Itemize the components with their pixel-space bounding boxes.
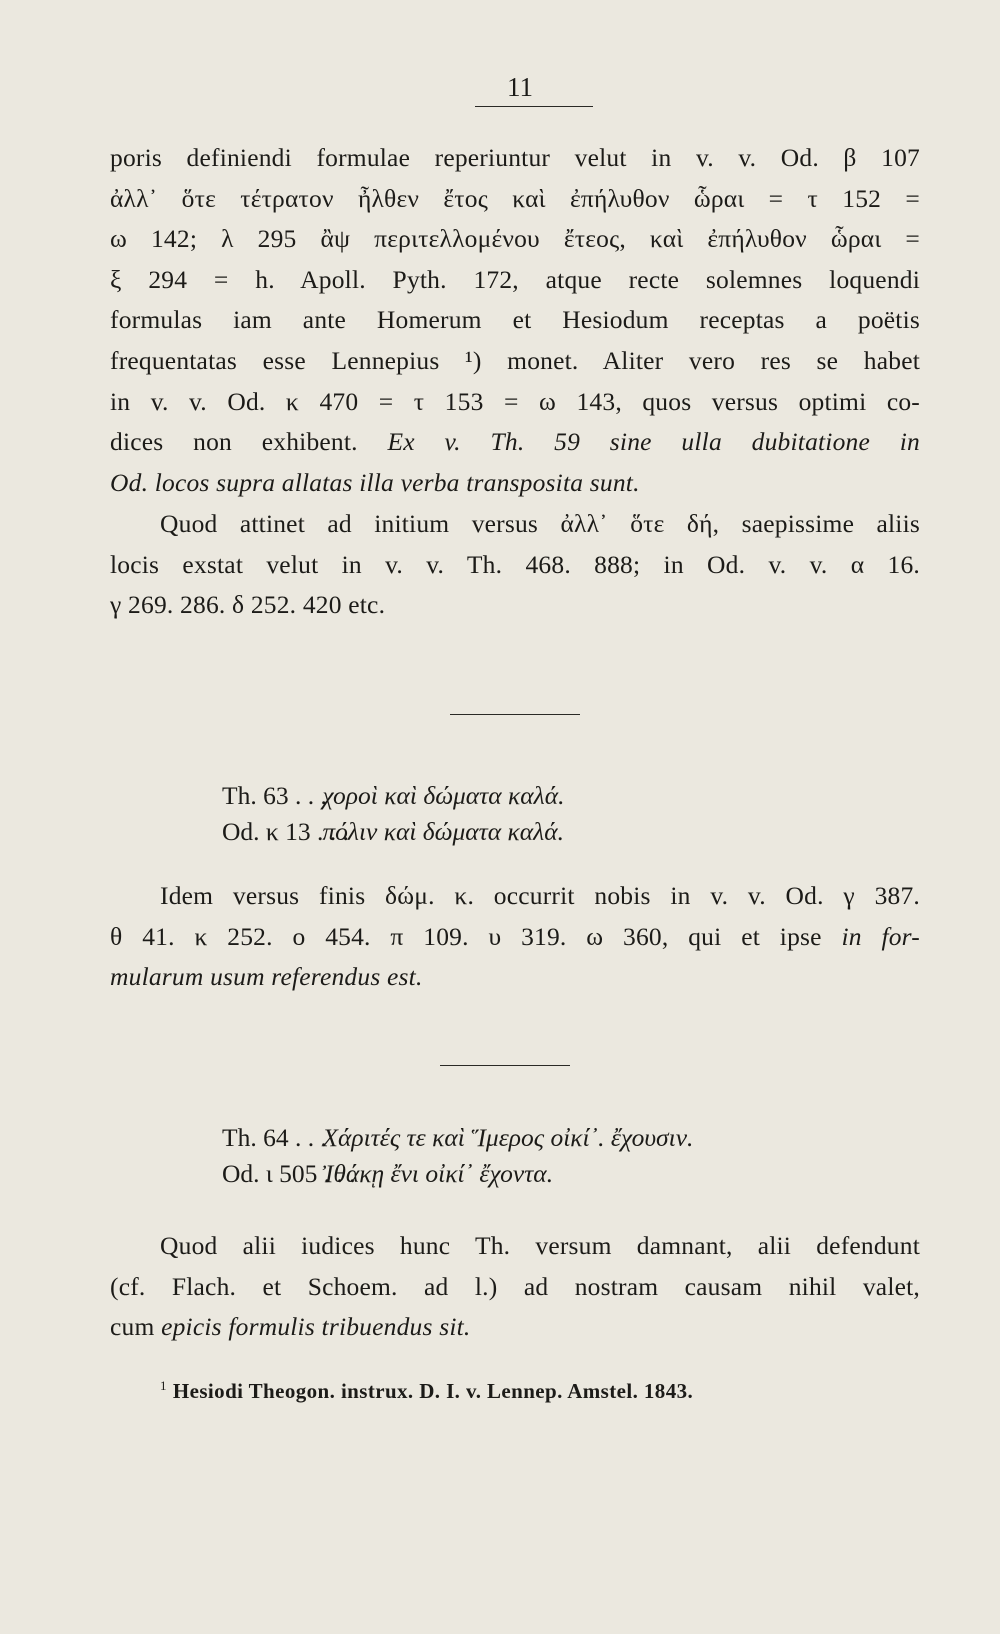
quote-text: πόλιν καὶ δώματα καλά. bbox=[322, 817, 564, 846]
text-line: ω 142; λ 295 ἂψ περιτελλομένου ἔτεος, καὶ ἐπήλυθον ὧραι = bbox=[110, 224, 920, 254]
text-line: locis exstat velut in v. v. Th. 468. 888; in Od. v. v. α 16. bbox=[110, 549, 920, 579]
italic-text-line: mularum usum referendus est. bbox=[110, 962, 423, 992]
quote-reference: Th. 64 . . . bbox=[222, 1123, 327, 1152]
section-divider bbox=[440, 1065, 570, 1066]
quote-block-1 bbox=[222, 778, 565, 850]
text-line bbox=[110, 917, 920, 958]
italic-text: Ex v. Th. 59 sine ulla dubitatione in bbox=[387, 427, 921, 457]
quote-line bbox=[222, 778, 565, 814]
text-line: ἀλλ᾿ ὅτε τέτρατον ἦλθεν ἔτος καὶ ἐπήλυθον ὧραι = τ 152 = bbox=[110, 183, 920, 213]
text-line: ξ 294 = h. Apoll. Pyth. 172, atque recte solemnes loquendi bbox=[110, 264, 920, 294]
text-line: poris definiendi formulae reperiuntur velut in v. v. Od. β 107 bbox=[110, 143, 920, 172]
quote-line bbox=[222, 1156, 693, 1192]
footnote-text: Hesiodi Theogon. instrux. D. I. v. Lennep. Amstel. 1843. bbox=[172, 1379, 694, 1403]
text-segment: cum bbox=[110, 1312, 155, 1342]
quote-reference: Th. 63 . . . bbox=[222, 781, 327, 810]
text-line: Quod attinet ad initium versus ἀλλ᾿ ὅτε δή, saepissime aliis bbox=[160, 509, 920, 538]
quote-text: Χάριτές τε καὶ Ἵμερος οἰκί᾿. ἔχουσιν. bbox=[322, 1123, 694, 1152]
page-number: 11 bbox=[507, 72, 533, 102]
quote-text: Ἰθάκῃ ἔνι οἰκί᾿ ἔχοντα. bbox=[322, 1159, 554, 1188]
text-line: formulas iam ante Homerum et Hesiodum receptas a poëtis bbox=[110, 305, 920, 335]
footnote bbox=[160, 1378, 693, 1404]
text-line: in v. v. Od. κ 470 = τ 153 = ω 143, quos versus optimi co- bbox=[110, 386, 920, 416]
paragraph-1 bbox=[110, 138, 920, 503]
text-line bbox=[110, 1307, 920, 1348]
section-divider bbox=[450, 714, 580, 715]
text-line: γ 269. 286. δ 252. 420 etc. bbox=[110, 590, 386, 620]
italic-text-line: Od. locos supra allatas illa verba transposita sunt. bbox=[110, 467, 640, 497]
quote-line bbox=[222, 814, 565, 850]
text-segment: θ 41. κ 252. ο 454. π 109. υ 319. ω 360, qui et ipse bbox=[110, 921, 822, 951]
text-line: Idem versus finis δώμ. κ. occurrit nobis in v. v. Od. γ 387. bbox=[160, 881, 920, 910]
footnote-marker: 1 bbox=[160, 1378, 167, 1393]
text-line: (cf. Flach. et Schoem. ad l.) ad nostram causam nihil valet, bbox=[110, 1271, 920, 1301]
text-line: frequentatas esse Lennepius ¹) monet. Aliter vero res se habet bbox=[110, 345, 920, 375]
quote-line bbox=[222, 1120, 693, 1156]
quote-reference: Od. κ 13 . . . bbox=[222, 817, 349, 846]
italic-text: epicis formulis tribuendus sit. bbox=[161, 1312, 471, 1342]
header-rule bbox=[475, 106, 593, 107]
text-segment: dices non exhibent. bbox=[110, 427, 358, 457]
quote-reference: Od. ι 505 . . . bbox=[222, 1159, 356, 1188]
paragraph-4 bbox=[110, 1226, 920, 1348]
quote-block-2 bbox=[222, 1120, 693, 1192]
text-line: Quod alii iudices hunc Th. versum damnant, alii defendunt bbox=[160, 1231, 920, 1260]
italic-text: in for- bbox=[841, 921, 920, 951]
paragraph-2 bbox=[110, 504, 920, 626]
text-line bbox=[110, 422, 920, 463]
quote-text: χοροὶ καὶ δώματα καλά. bbox=[322, 781, 565, 810]
paragraph-3 bbox=[110, 876, 920, 998]
